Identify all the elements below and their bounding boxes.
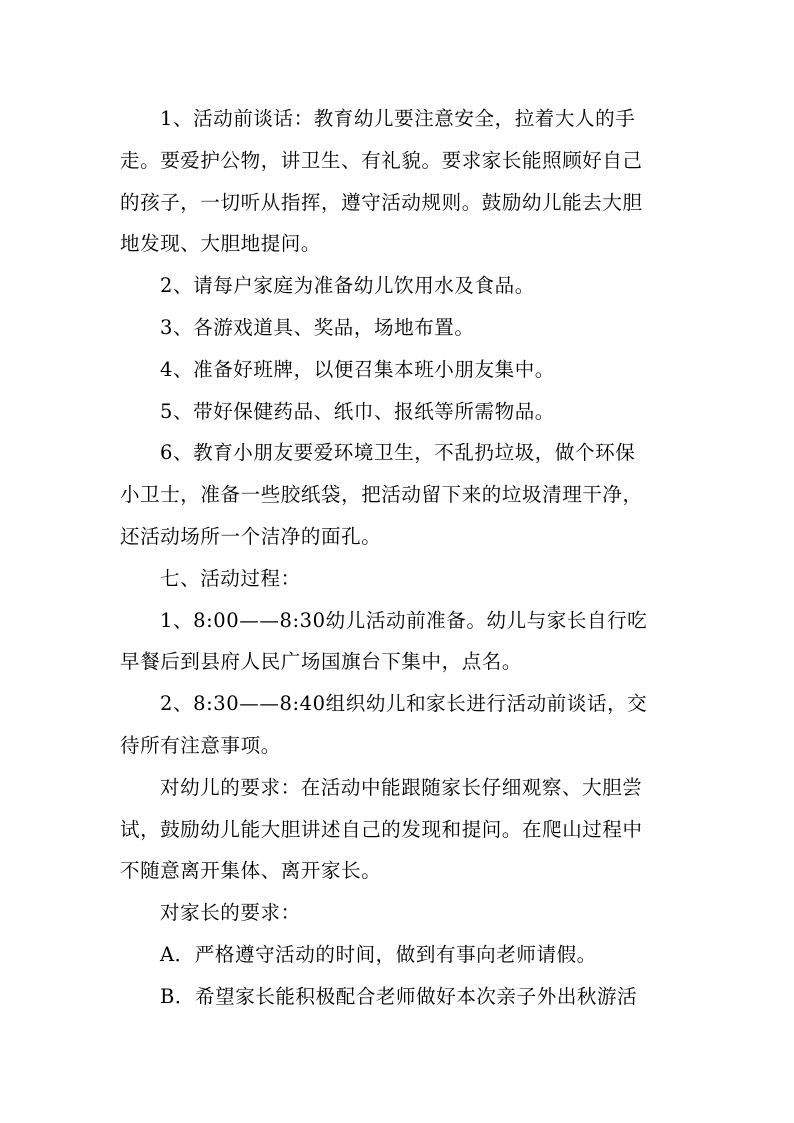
text-line: 对幼儿的要求：在活动中能跟随家长仔细观察、大胆尝	[160, 775, 643, 799]
text-line: 不随意离开集体、离开家长。	[120, 859, 382, 883]
section-heading: 七、活动过程：	[160, 566, 301, 590]
text-line: 试，鼓励幼儿能大胆讲述自己的发现和提问。在爬山过程中	[120, 817, 643, 841]
text-line: 地发现、大胆地提问。	[120, 232, 322, 256]
text-line: 1、8:00——8:30幼儿活动前准备。幼儿与家长自行吃	[160, 608, 648, 632]
text-line: 待所有注意事项。	[120, 733, 281, 757]
text-line: 3、各游戏道具、奖品，场地布置。	[160, 315, 475, 339]
document-body	[120, 98, 680, 1018]
text-line: 4、准备好班牌，以便召集本班小朋友集中。	[160, 357, 555, 381]
text-line: 6、教育小朋友要爱环境卫生，不乱扔垃圾，做个环保	[160, 441, 636, 465]
text-line: 走。要爱护公物，讲卫生、有礼貌。要求家长能照顾好自己	[120, 148, 643, 172]
text-line: B．希望家长能积极配合老师做好本次亲子外出秋游活	[160, 984, 638, 1008]
text-line: 小卫士，准备一些胶纸袋，把活动留下来的垃圾清理干净，	[120, 483, 643, 507]
text-line: 1、活动前谈话：教育幼儿要注意安全，拉着大人的手	[160, 107, 636, 130]
text-line: 的孩子，一切听从指挥，遵守活动规则。鼓励幼儿能去大胆	[120, 190, 643, 214]
text-line: 对家长的要求：	[160, 901, 301, 925]
text-line: A．严格遵守活动的时间，做到有事向老师请假。	[160, 942, 597, 966]
text-line: 还活动场所一个洁净的面孔。	[120, 524, 382, 548]
text-line: 5、带好保健药品、纸巾、报纸等所需物品。	[160, 399, 555, 423]
text-line: 早餐后到县府人民广场国旗台下集中，点名。	[120, 650, 523, 674]
text-line: 2、请每户家庭为准备幼儿饮用水及食品。	[160, 274, 535, 298]
text-line: 2、8:30——8:40组织幼儿和家长进行活动前谈话，交	[160, 692, 648, 716]
